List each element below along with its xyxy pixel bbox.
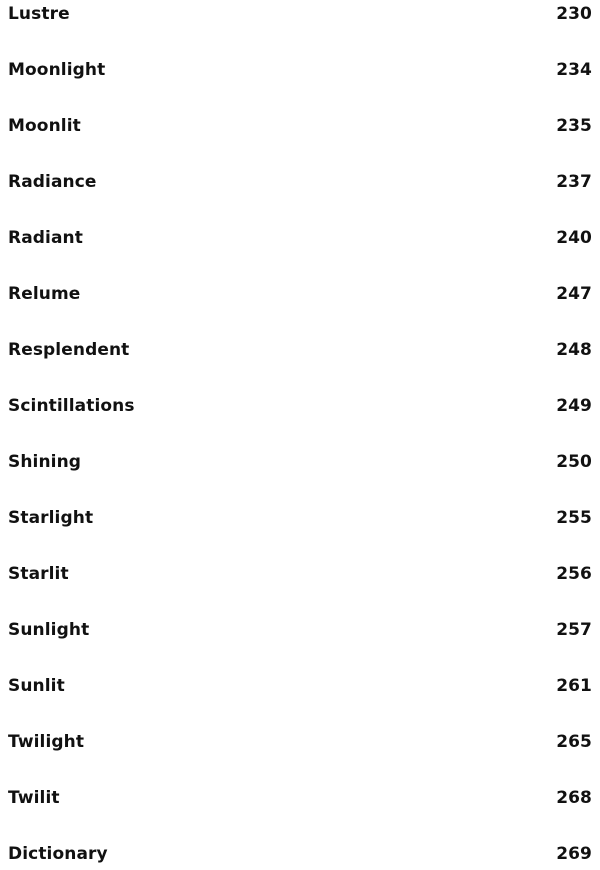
toc-entry-title: Scintillations <box>8 396 135 416</box>
toc-entry-lustre <box>8 1 592 27</box>
toc-entry-title: Starlit <box>8 564 69 584</box>
toc-entry-page: 265 <box>556 732 592 752</box>
toc-entry-moonlit <box>8 113 592 139</box>
toc-entry-title: Radiant <box>8 228 83 248</box>
toc-entry-page: 250 <box>556 452 592 472</box>
toc-entry-title: Moonlit <box>8 116 81 136</box>
toc-entry-scintillations <box>8 393 592 419</box>
toc-entry-twilit <box>8 785 592 811</box>
toc-entry-resplendent <box>8 337 592 363</box>
toc-entry-page: 235 <box>556 116 592 136</box>
toc-entry-title: Radiance <box>8 172 97 192</box>
toc-entry-dictionary <box>8 841 592 867</box>
toc-entry-radiant <box>8 225 592 251</box>
toc-entry-radiance <box>8 169 592 195</box>
toc-entry-title: Sunlit <box>8 676 65 696</box>
toc-entry-page: 240 <box>556 228 592 248</box>
toc-entry-page: 256 <box>556 564 592 584</box>
toc-entry-page: 230 <box>556 4 592 24</box>
toc-entry-title: Starlight <box>8 508 94 528</box>
toc-entry-title: Resplendent <box>8 340 130 360</box>
toc-entry-sunlit <box>8 673 592 699</box>
toc-entry-sunlight <box>8 617 592 643</box>
toc-entry-page: 249 <box>556 396 592 416</box>
toc-entry-twilight <box>8 729 592 755</box>
toc-entry-page: 269 <box>556 844 592 864</box>
toc-entry-page: 237 <box>556 172 592 192</box>
toc-entry-page: 268 <box>556 788 592 808</box>
toc-entry-starlit <box>8 561 592 587</box>
toc-entry-title: Twilight <box>8 732 85 752</box>
toc-entry-page: 261 <box>556 676 592 696</box>
toc-entry-title: Sunlight <box>8 620 90 640</box>
toc-entry-title: Lustre <box>8 4 70 24</box>
toc-entry-moonlight <box>8 57 592 83</box>
toc-entry-page: 234 <box>556 60 592 80</box>
toc-entry-title: Dictionary <box>8 844 108 864</box>
toc-entry-title: Relume <box>8 284 81 304</box>
toc-entry-starlight <box>8 505 592 531</box>
toc-entry-page: 247 <box>556 284 592 304</box>
toc-entry-title: Shining <box>8 452 82 472</box>
toc-entry-title: Moonlight <box>8 60 106 80</box>
toc-entry-page: 255 <box>556 508 592 528</box>
toc-entry-relume <box>8 281 592 307</box>
toc-entry-page: 257 <box>556 620 592 640</box>
toc-entry-page: 248 <box>556 340 592 360</box>
toc-entry-title: Twilit <box>8 788 60 808</box>
toc-entry-shining <box>8 449 592 475</box>
